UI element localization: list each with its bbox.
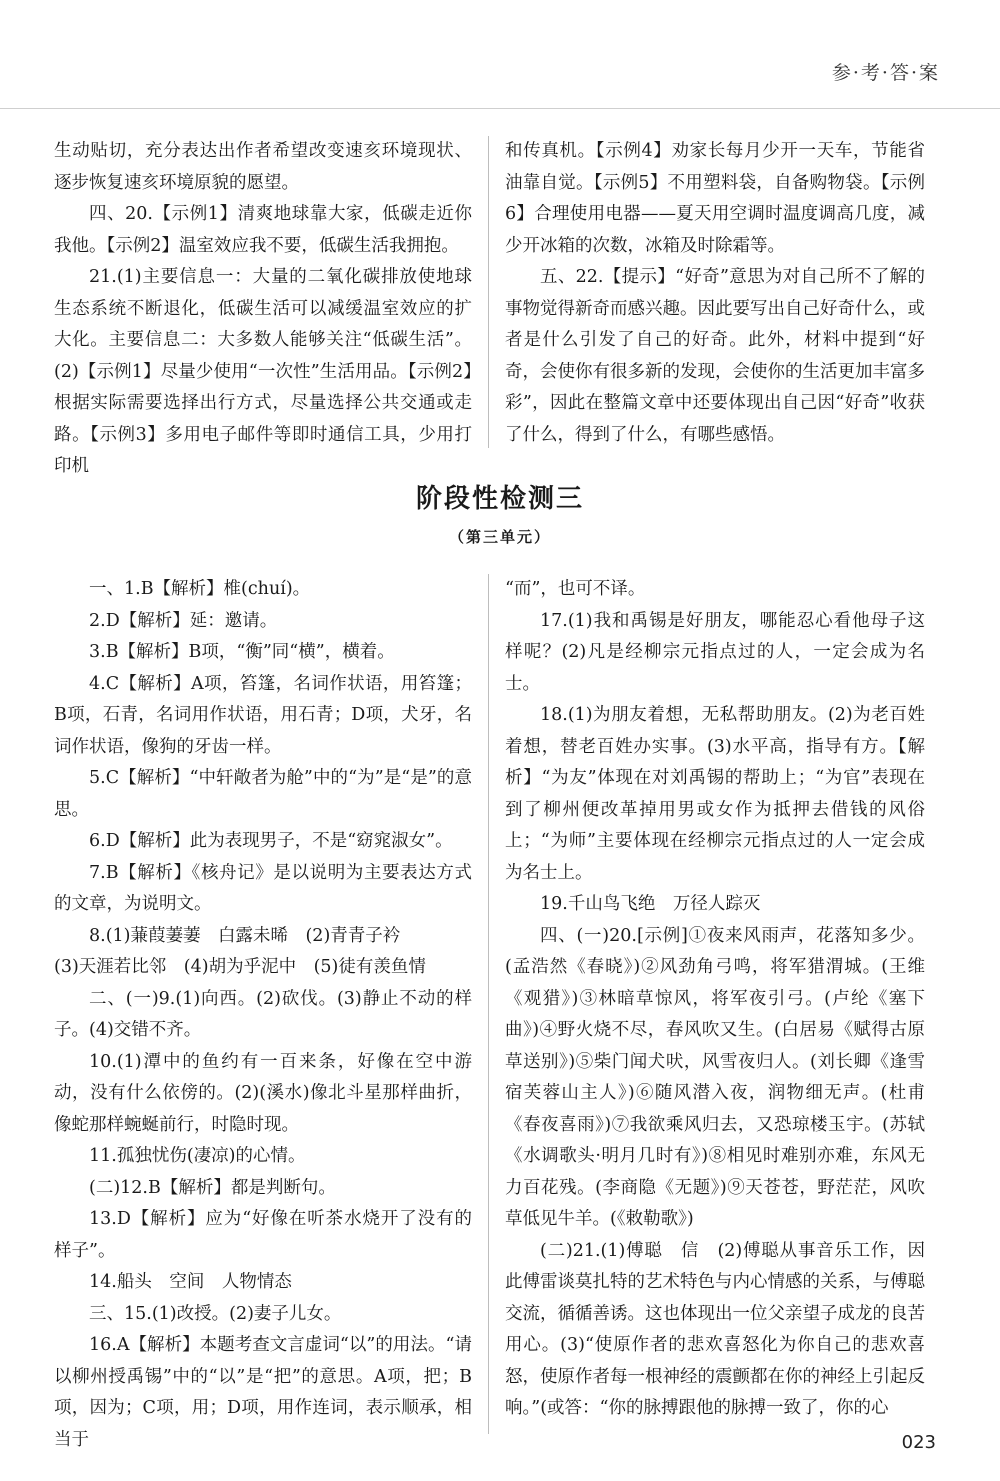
answer-item: 8.(1)蒹葭萋萋 白露未晞 (2)青青子衿 bbox=[89, 925, 401, 946]
paragraph: 21.(1)主要信息一：大量的二氧化碳排放使地球生态系统不断退化，低碳生活可以减缓温室效应的扩大化。主要信息二：大多数人能够关注“低碳生活”。(2)【示例1】尽量少使用“一次性”生活用品。【示例2】根据实际需要选择出行方式，尽量选择公共交通或走路。【示例3】多用电子邮件等即时通信工具，少用打印机 bbox=[54, 267, 472, 476]
answer-item: 18.(1)为朋友着想，无私帮助朋友。(2)为老百姓着想，替老百姓办实事。(3)水平高，指导有方。【解析】“为友”体现在对刘禹锡的帮助上；“为官”表现在到了柳州便改革掉用男或女作为抵押去借钱的风俗上；“为师”主要体现在经柳宗元指点过的人一定会成为名士上。 bbox=[505, 705, 925, 883]
paragraph: 四、20.【示例1】清爽地球靠大家，低碳走近你我他。【示例2】温室效应我不要，低碳生活我拥抱。 bbox=[54, 204, 472, 256]
paragraph: 五、22.【提示】“好奇”意思为对自己所不了解的事物觉得新奇而感兴趣。因此要写出自己好奇什么，或者是什么引发了自己的好奇。此外，材料中提到“好奇，会使你有很多新的发现，会使你的生活更加丰富多彩”，因此在整篇文章中还要体现出自己因“好奇”收获了什么，得到了什么，有哪些感悟。 bbox=[505, 267, 925, 445]
top-left-column bbox=[54, 136, 472, 483]
bottom-right-column bbox=[505, 574, 925, 1425]
answer-item: 10.(1)潭中的鱼约有一百来条，好像在空中游动，没有什么依傍的。(2)(溪水)像北斗星那样曲折，像蛇那样蜿蜒前行，时隐时现。 bbox=[54, 1051, 472, 1135]
column-divider bbox=[488, 136, 489, 448]
section-subtitle: （第三单元） bbox=[448, 528, 551, 546]
top-right-column bbox=[505, 136, 925, 451]
answer-item: 三、15.(1)改授。(2)妻子儿女。 bbox=[89, 1303, 342, 1324]
answer-item: 14.船头 空间 人物情态 bbox=[89, 1272, 292, 1292]
answer-item: 5.C【解析】“中轩敞者为舱”中的“为”是“是”的意思。 bbox=[54, 768, 472, 820]
answer-item: 17.(1)我和禹锡是好朋友，哪能忍心看他母子这样呢？(2)凡是经柳宗元指点过的人，一定会成为名士。 bbox=[505, 610, 925, 694]
header-label: 参·考·答·案 bbox=[831, 62, 940, 84]
paragraph: 和传真机。【示例4】劝家长每月少开一天车，节能省油靠自觉。【示例5】不用塑料袋，自备购物袋。【示例6】合理使用电器——夏天用空调时温度调高几度，减少开冰箱的次数，冰箱及时除霜等。 bbox=[505, 141, 925, 256]
page-number: 023 bbox=[901, 1432, 936, 1453]
answer-item: 6.D【解析】此为表现男子，不是“窈窕淑女”。 bbox=[89, 831, 453, 851]
answer-item: 19.千山鸟飞绝 万径人踪灭 bbox=[540, 894, 761, 914]
answer-item: 四、(一)20.[示例]①夜来风雨声，花落知多少。(孟浩然《春晓》)②风劲角弓鸣，将军猎渭城。(王维《观猎》)③林暗草惊风，将军夜引弓。(卢纶《塞下曲》)④野火烧不尽，春风吹又生。(白居易《赋得古原草送别》)⑤柴门闻犬吠，风雪夜归人。(刘长卿《逢雪宿芙蓉山主人》)⑥随风潜入夜，润物细无声。(杜甫《春夜喜雨》)⑦我欲乘风归去，又恐琼楼玉宇。(苏轼《水调歌头·明月几时有》)⑧相见时难别亦难，东风无力百花残。(李商隐《无题》)⑨天苍苍，野茫茫，风吹草低见牛羊。(《敕勒歌》) bbox=[505, 925, 925, 1229]
answer-item: 7.B【解析】《核舟记》是以说明为主要表达方式的文章，为说明文。 bbox=[54, 862, 472, 914]
answer-item: 2.D【解析】延：邀请。 bbox=[89, 610, 278, 631]
answer-item: 16.A【解析】本题考查文言虚词“以”的用法。“请以柳州授禹锡”中的“以”是“把”的意思。A项，把；B项，因为；C项，用；D项，用作连词，表示顺承，相当于 bbox=[54, 1335, 472, 1450]
answer-item: “而”，也可不译。 bbox=[505, 579, 646, 599]
answer-item: (3)天涯若比邻 (4)胡为乎泥中 (5)徒有羡鱼情 bbox=[54, 957, 426, 977]
bottom-left-column bbox=[54, 574, 472, 1456]
answer-item: 11.孤独忧伤(凄凉)的心情。 bbox=[89, 1146, 306, 1166]
column-divider bbox=[488, 574, 489, 1434]
section-title: 阶段性检测三 bbox=[415, 484, 584, 514]
answer-item: (二)21.(1)傅聪 信 (2)傅聪从事音乐工作，因此傅雷谈莫扎特的艺术特色与内心情感的关系，与傅聪交流，循循善诱。这也体现出一位父亲望子成龙的良苦用心。(3)“使原作者的悲欢喜怒化为你自己的悲欢喜怒，使原作者每一根神经的震颤都在你的神经上引起反响。”(或答：“你的脉搏跟他的脉搏一致了，你的心 bbox=[505, 1240, 925, 1418]
header-rule bbox=[0, 108, 1000, 109]
answer-item: (二)12.B【解析】都是判断句。 bbox=[89, 1177, 336, 1198]
answer-item: 二、(一)9.(1)向西。(2)砍伐。(3)静止不动的样子。(4)交错不齐。 bbox=[54, 988, 472, 1040]
answer-item: 13.D【解析】应为“好像在听茶水烧开了没有的样子”。 bbox=[54, 1209, 472, 1261]
answer-item: 4.C【解析】A项，笞篷，名词作状语，用笞篷；B项，石青，名词用作状语，用石青；D项，犬牙，名词作状语，像狗的牙齿一样。 bbox=[54, 673, 472, 757]
paragraph: 生动贴切，充分表达出作者希望改变速亥环境现状、逐步恢复速亥环境原貌的愿望。 bbox=[54, 141, 472, 193]
answer-item: 一、1.B【解析】椎(chuí)。 bbox=[89, 579, 311, 599]
answer-item: 3.B【解析】B项，“衡”同“横”，横着。 bbox=[89, 642, 395, 662]
